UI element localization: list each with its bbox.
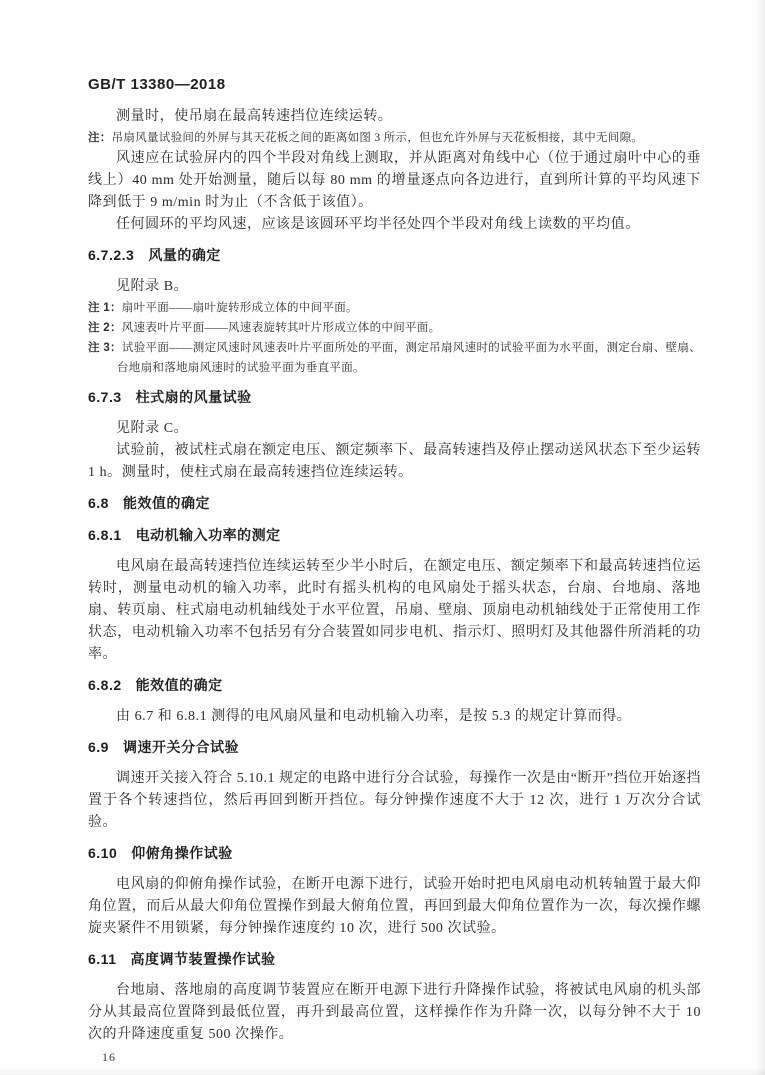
section-heading	[88, 524, 701, 546]
scan-edge-right	[755, 0, 765, 1075]
note-label: 注 2：	[88, 322, 122, 334]
note-paragraph: 注 3：试验平面——测定风速时风速表叶片平面所处的平面，测定吊扇风速时的试验平面为水平面，测定台扇、壁扇、台地扇和落地扇风速时的试验平面为垂直平面。	[88, 342, 701, 374]
section-heading	[88, 842, 701, 864]
note-paragraph: 注 2：风速表叶片平面——风速表旋转其叶片形成立体的中间平面。	[88, 322, 441, 334]
heading-number: 6.7.3	[88, 389, 122, 405]
body-paragraph: 风速应在试验屏内的四个半段对角线上测取，并从距离对角线中心（位于通过扇叶中心的垂线上）40 mm 处开始测量，随后以每 80 mm 的增量逐点向各边进行，直到所计算的平均风速下降到低于 9 m/min 时为止（不含低于该值）。	[88, 151, 701, 210]
body-paragraph: 见附录 C。	[116, 421, 189, 436]
document-body	[88, 106, 701, 1046]
body-paragraph: 调速开关接入符合 5.10.1 规定的电路中进行分合试验，每操作一次是由“断开”挡位开始逐挡置于各个转速挡位，然后再回到断开挡位。每分钟操作速度不大于 12 次，进行 1 万次分合试验。	[88, 771, 701, 830]
heading-number: 6.8	[88, 495, 109, 511]
body-paragraph: 由 6.7 和 6.8.1 测得的电风扇风量和电动机输入功率，是按 5.3 的规定计算而得。	[116, 709, 632, 724]
section-heading	[88, 948, 701, 970]
section-heading	[88, 736, 701, 758]
note-label: 注 3：	[88, 342, 122, 354]
note-paragraph: 注：吊扇风量试验间的外屏与其天花板之间的距离如图 3 所示，但也允许外屏与天花板相接，其中无间隙。	[88, 132, 644, 144]
heading-title: 电动机输入功率的测定	[135, 527, 281, 543]
section-heading	[88, 386, 701, 408]
body-paragraph: 试验前，被试柱式扇在额定电压、额定频率下、最高转速挡及停止摆动送风状态下至少运转 1 h。测量时，使柱式扇在最高转速挡位连续运转。	[88, 443, 701, 480]
body-paragraph: 电风扇的仰俯角操作试验，在断开电源下进行，试验开始时把电风扇电动机转轴置于最大仰角位置，而后从最大仰角位置操作到最大俯角位置，再回到最大仰角位置作为一次，每次操作螺旋夹紧件不用锁紧，每分钟操作速度约 10 次，进行 500 次试验。	[88, 877, 701, 936]
body-paragraph: 见附录 B。	[116, 279, 189, 294]
heading-title: 风量的确定	[148, 247, 221, 263]
heading-number: 6.8.2	[88, 677, 122, 693]
note-label: 注 1：	[88, 302, 122, 314]
page-number: 16	[102, 1050, 116, 1064]
heading-title: 仰俯角操作试验	[131, 845, 233, 861]
note-label: 注：	[88, 132, 112, 144]
section-heading	[88, 244, 701, 266]
heading-number: 6.10	[88, 845, 118, 861]
heading-title: 能效值的确定	[122, 495, 210, 511]
heading-number: 6.11	[88, 951, 117, 967]
heading-number: 6.9	[88, 739, 109, 755]
standard-number-header: GB/T 13380—2018	[88, 76, 226, 93]
body-paragraph: 台地扇、落地扇的高度调节装置应在断开电源下进行升降操作试验，将被试电风扇的机头部分从其最高位置降到最低位置，再升到最高位置，这样操作作为升降一次，以每分钟不大于 10 次的升降速度重复 500 次操作。	[88, 983, 701, 1042]
section-heading	[88, 674, 701, 696]
heading-title: 高度调节装置操作试验	[130, 951, 276, 967]
body-paragraph: 测量时，使吊扇在最高转速挡位连续运转。	[116, 109, 393, 124]
scan-edge-bottom	[0, 1067, 765, 1075]
body-paragraph: 电风扇在最高转速挡位连续运转至少半小时后，在额定电压、额定频率下和最高转速挡位运转时，测量电动机的输入功率，此时有摇头机构的电风扇处于摇头状态，台扇、台地扇、落地扇、转页扇、柱式扇电动机轴线处于水平位置，吊扇、壁扇、顶扇电动机轴线处于正常使用工作状态，电动机输入功率不包括另有分合装置如同步电机、指示灯、照明灯及其他器件所消耗的功率。	[88, 559, 701, 662]
note-paragraph: 注 1：扇叶平面——扇叶旋转形成立体的中间平面。	[88, 302, 358, 314]
heading-number: 6.8.1	[88, 527, 122, 543]
heading-title: 柱式扇的风量试验	[135, 389, 252, 405]
heading-title: 能效值的确定	[135, 677, 223, 693]
heading-number: 6.7.2.3	[88, 247, 135, 263]
section-heading	[88, 492, 701, 514]
heading-title: 调速开关分合试验	[122, 739, 239, 755]
body-paragraph: 任何圆环的平均风速，应该是该圆环平均半径处四个半段对角线上读数的平均值。	[116, 217, 640, 232]
